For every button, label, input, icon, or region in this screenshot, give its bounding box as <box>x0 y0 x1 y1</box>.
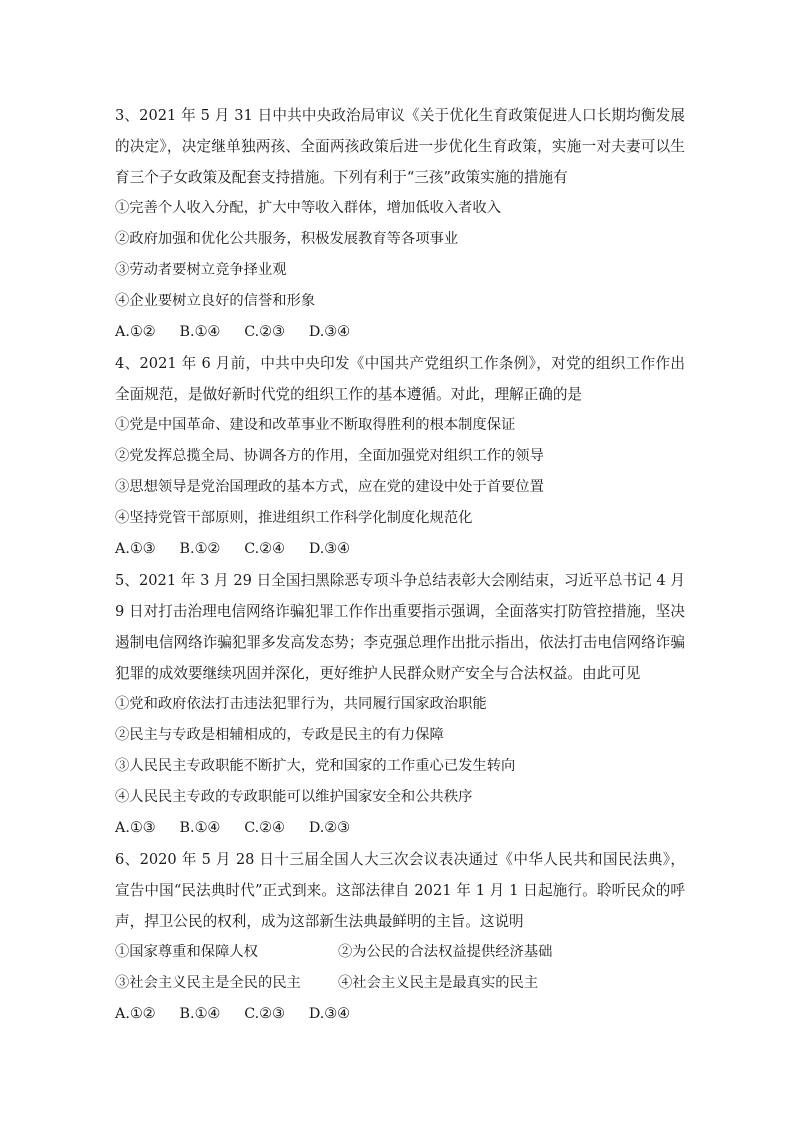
question-stem: 5、2021 年 3 月 29 日全国扫黑除恶专项斗争总结表彰大会刚结束，习近平总书记 4 月 9 日对打击治理电信网络诈骗犯罪工作作出重要指示强调，全面落实打防管控措施，坚决遏制电信网络诈骗犯罪多发高发态势；李克强总理作出批示指出，依法打击电信网络诈骗犯罪的成效要继续巩固并深化，更好维护人民群众财产安全与合法权益。由此可见 <box>115 572 685 682</box>
answer-c[interactable]: C.②③ <box>244 324 285 340</box>
option-4: ④人民民主专政的专政职能可以维护国家安全和公共秩序 <box>115 789 473 805</box>
question-5 <box>115 565 685 844</box>
option-1: ①国家尊重和保障人权 <box>115 944 258 960</box>
answer-a[interactable]: A.①② <box>115 324 156 340</box>
option-row <box>115 937 685 968</box>
answer-d[interactable]: D.③④ <box>308 324 350 340</box>
answer-b[interactable]: B.①④ <box>179 820 221 836</box>
answer-a[interactable]: A.①② <box>115 1006 156 1022</box>
answer-choices <box>115 999 685 1030</box>
answer-choices <box>115 317 685 348</box>
option-1: ①党是中国革命、建设和改革事业不断取得胜利的根本制度保证 <box>115 417 516 433</box>
question-6 <box>115 844 685 1030</box>
option-2: ②民主与专政是相辅相成的，专政是民主的有力保障 <box>115 727 444 743</box>
answer-d[interactable]: D.③④ <box>308 1006 350 1022</box>
option-3: ③人民民主专政职能不断扩大，党和国家的工作重心已发生转向 <box>115 758 516 774</box>
option-2: ②为公民的合法权益提供经济基础 <box>338 944 553 960</box>
option-4: ④坚持党管干部原则，推进组织工作科学化制度化规范化 <box>115 510 473 526</box>
question-4 <box>115 348 685 565</box>
exam-page <box>115 100 685 1030</box>
option-1: ①完善个人收入分配，扩大中等收入群体，增加低收入者收入 <box>115 200 502 216</box>
answer-a[interactable]: A.①③ <box>115 541 156 557</box>
option-1: ①党和政府依法打击违法犯罪行为，共同履行国家政治职能 <box>115 696 487 712</box>
question-stem: 6、2020 年 5 月 28 日十三届全国人大三次会议表决通过《中华人民共和国民法典》，宣告中国“民法典时代”正式到来。这部法律自 2021 年 1 月 1 日起施行。聆听民众的呼声，捍卫公民的权利，成为这部新生法典最鲜明的主旨。这说明 <box>115 851 685 930</box>
answer-c[interactable]: C.②④ <box>244 541 285 557</box>
answer-b[interactable]: B.①④ <box>179 324 221 340</box>
answer-choices <box>115 813 685 844</box>
option-2: ②政府加强和优化公共服务，积极发展教育等各项事业 <box>115 231 459 247</box>
answer-d[interactable]: D.③④ <box>308 541 350 557</box>
answer-b[interactable]: B.①④ <box>179 1006 221 1022</box>
answer-a[interactable]: A.①③ <box>115 820 156 836</box>
answer-b[interactable]: B.①② <box>179 541 221 557</box>
option-3: ③社会主义民主是全民的民主 <box>115 975 301 991</box>
question-stem: 3、2021 年 5 月 31 日中共中央政治局审议《关于优化生育政策促进人口长期均衡发展的决定》，决定继单独两孩、全面两孩政策后进一步优化生育政策，实施一对夫妻可以生育三个子女政策及配套支持措施。下列有利于“三孩”政策实施的措施有 <box>115 107 685 186</box>
question-3 <box>115 100 685 348</box>
answer-c[interactable]: C.②④ <box>244 820 285 836</box>
option-3: ③思想领导是党治国理政的基本方式，应在党的建设中处于首要位置 <box>115 479 544 495</box>
option-4: ④企业要树立良好的信誉和形象 <box>115 293 316 309</box>
answer-d[interactable]: D.②③ <box>308 820 350 836</box>
option-4: ④社会主义民主是最真实的民主 <box>338 975 539 991</box>
option-3: ③劳动者要树立竞争择业观 <box>115 262 287 278</box>
question-stem: 4、2021 年 6 月前，中共中央印发《中国共产党组织工作条例》，对党的组织工作作出全面规范，是做好新时代党的组织工作的基本遵循。对此，理解正确的是 <box>115 355 685 403</box>
answer-choices <box>115 534 685 565</box>
answer-c[interactable]: C.②③ <box>244 1006 285 1022</box>
option-2: ②党发挥总揽全局、协调各方的作用，全面加强党对组织工作的领导 <box>115 448 544 464</box>
option-row <box>115 968 685 999</box>
